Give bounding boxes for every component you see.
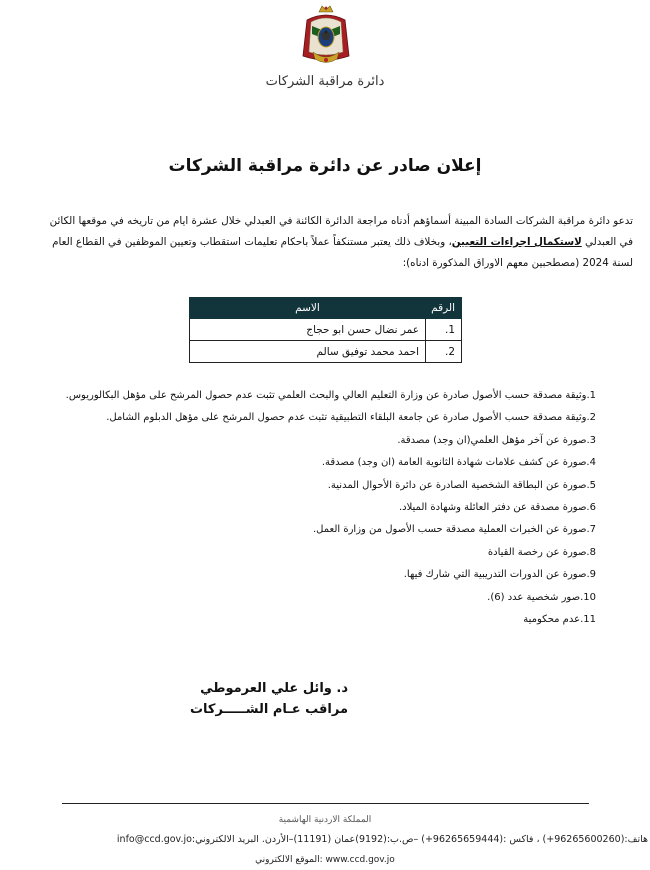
required-documents-list — [40, 385, 596, 631]
footer — [0, 810, 650, 870]
department-name: دائرة مراقبة الشركات — [265, 74, 385, 89]
table-row — [190, 319, 462, 341]
intro-paragraph — [36, 211, 633, 274]
list-item: 10.صور شخصية عدد (6). — [487, 591, 596, 603]
list-item: 9.صورة عن الدورات التدريبية التي شارك فيها. — [403, 569, 596, 581]
list-item: 1.وثيقة مصدقة حسب الأصول صادرة عن وزارة التعليم العالي والبحث العلمي تثبت عدم حصول المرشح على مؤهل البكالوريوس. — [65, 390, 596, 401]
list-item: 4.صورة عن كشف علامات شهادة الثانوية العامة (ان وجد) مصدقة. — [321, 457, 596, 469]
table-row — [190, 341, 462, 363]
row-number: 1. — [426, 319, 462, 341]
header-name: الاسم — [190, 298, 426, 319]
jordan-coat-of-arms-icon — [297, 4, 355, 70]
signatory-name: د. وائل علي العرموطي — [200, 681, 348, 696]
list-item: 8.صورة عن رخصة القيادة — [487, 546, 596, 558]
footer-kingdom: المملكة الاردنية الهاشمية — [278, 815, 372, 825]
table-header-row — [190, 298, 462, 319]
row-name: احمد محمد توفيق سالم — [190, 341, 426, 363]
footer-divider — [62, 803, 589, 804]
footer-contact: هاتف:(96265600260+) ، فاكس :(96265659444+) –ص.ب:(9192)عمان (11191)–الأردن. البريد الالكتروني:info@ccd.gov.jo — [116, 834, 648, 845]
list-item: 11.عدم محكومية — [523, 613, 596, 625]
footer-website: www.ccd.gov.jo :الموقع الالكتروني — [255, 855, 395, 865]
announcement-title: إعلان صادر عن دائرة مراقبة الشركات — [168, 156, 482, 176]
intro-text-part1: تدعو دائرة مراقبة الشركات السادة المبينة أسماؤهم أدناه مراجعة الدائرة الكائنة في العبدلي خلال عشرة ايام من تاريخه في موقعها الكائن في العبدلي — [49, 215, 633, 248]
row-name: عمر نضال حسن ابو حجاج — [190, 319, 426, 341]
row-number: 2. — [426, 341, 462, 363]
list-item: 5.صورة عن البطاقة الشخصية الصادرة عن دائرة الأحوال المدنية. — [327, 479, 596, 491]
list-item: 2.وثيقة مصدقة حسب الأصول صادرة عن جامعة البلقاء التطبيقية تثبت عدم حصول المرشح على مؤهل الدبلوم الشامل. — [106, 412, 596, 424]
intro-text-part2: ، وبخلاف ذلك يعتبر مستنكفاً عملاً باحكام تعليمات استقطاب وتعيين الموظفين في القطاع العام لسنة 2024 (مصطحبين معهم الاوراق المذكورة ادناه): — [52, 236, 633, 269]
list-item: 7.صورة عن الخبرات العملية مصدقة حسب الأصول من وزارة العمل. — [313, 524, 596, 536]
list-item: 3.صورة عن آخر مؤهل العلمي(ان وجد) مصدقة. — [397, 434, 596, 446]
intro-emphasis: لاستكمال اجراءات التعيين — [451, 236, 582, 248]
signatory-title: مراقب عـام الشـــــركات — [189, 702, 348, 717]
signature-block — [178, 678, 348, 720]
header-number: الرقم — [426, 298, 462, 319]
list-item: 6.صورة مصدقة عن دفتر العائلة وشهادة الميلاد. — [398, 501, 596, 513]
candidates-table — [189, 297, 462, 363]
